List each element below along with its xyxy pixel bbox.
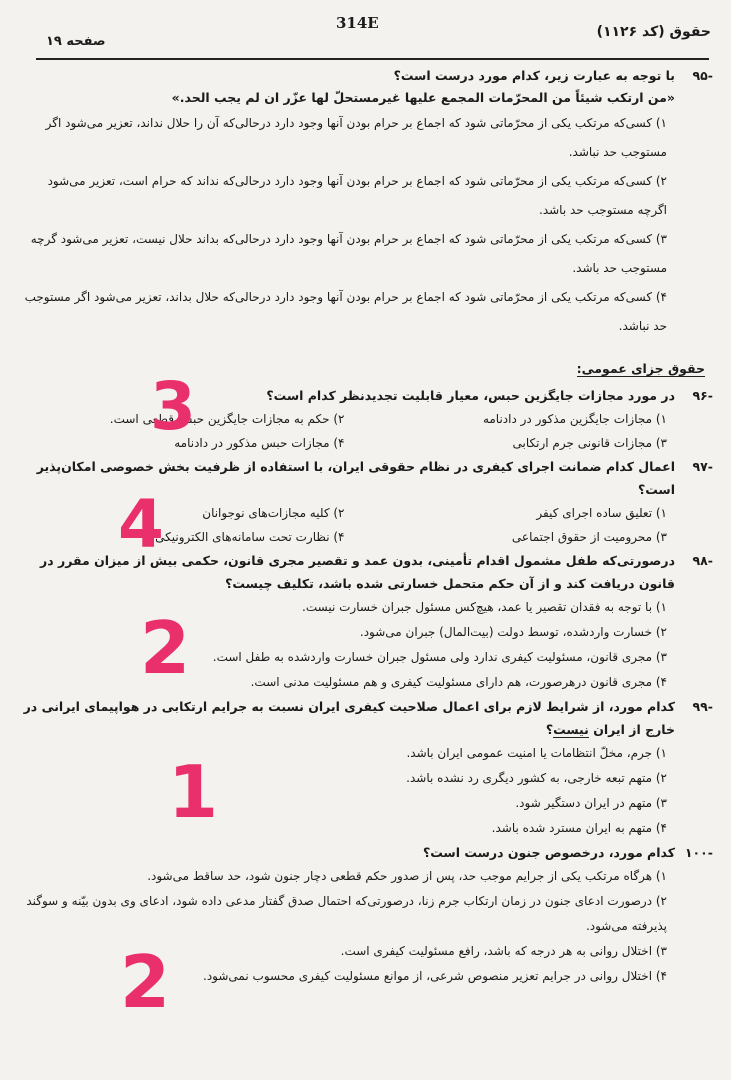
page-number: صفحه ۱۹ <box>46 34 106 49</box>
option-2: ۲) خسارت واردشده، توسط دولت (بیت‌المال) جبران می‌شود. <box>359 625 667 639</box>
section-heading: حقوق جزای عمومی: <box>576 361 705 376</box>
question-text: درصورتی‌که طفل مشمول اقدام تأمینی، بدون عمد و تقصیر مجری قانون، حکمی بیش از میزان مقرر در قانون دریافت کند و از آن حکم متحمل خسارتی شده باشد، تکلیف چیست؟ <box>40 553 675 591</box>
handwritten-answer-97: 4 <box>118 486 164 563</box>
exam-title: حقوق (کد ۱۱۲۶) <box>596 24 711 40</box>
question-text: در مورد مجازات جایگزین حبس، معیار قابلیت تجدیدنظر کدام است؟ <box>266 388 675 403</box>
question-number: -۹۹ <box>692 699 713 714</box>
question-99 <box>22 695 713 841</box>
option-1: ۱) با توجه به فقدان تقصیر یا عمد، هیچ‌کس مسئول جبران خسارت نیست. <box>302 600 667 614</box>
question-quote: «من ارتکب شیئاً من المحرّمات المجمع علیها غیرمستحلّ لها عزّر ان لم یجب الحد.» <box>171 90 675 105</box>
option-2: ۲) درصورت ادعای جنون در زمان ارتکاب جرم زنا، درصورتی‌که احتمال صدق گفتار مدعی داده شود، ادعای وی بدون بیّنه و سوگند پذیرفته می‌شود. <box>26 894 667 933</box>
option-3: ۳) محرومیت از حقوق اجتماعی <box>511 530 667 544</box>
booklet-code: 314E <box>336 14 379 32</box>
options-grid <box>22 407 713 455</box>
question-98 <box>22 549 713 695</box>
handwritten-answer-100: 2 <box>120 940 171 1024</box>
option-2: ۲) کسی‌که مرتکب یکی از محرّماتی شود که اجماع بر حرام بودن آنها وجود دارد درحالی‌که نداند که حرام است، تعزیر می‌شود اگرچه مستوجب حد باشد. <box>47 174 667 217</box>
question-text: کدام مورد، درخصوص جنون درست است؟ <box>422 845 675 860</box>
handwritten-answer-96: 3 <box>150 368 196 445</box>
question-stem <box>22 384 713 407</box>
question-number: -۹۸ <box>692 553 713 568</box>
question-text: کدام مورد، از شرایط لازم برای اعمال صلاحیت کیفری ایران نسبت به جرایم ارتکابی در هواپیمای ایرانی در خارج از ایران <box>23 699 675 737</box>
option-2: ۲) کلیه مجازات‌های نوجوانان <box>202 506 345 520</box>
option-3: ۳) مجازات قانونی جرم ارتکابی <box>512 436 667 450</box>
page-header <box>0 0 731 68</box>
question-number: -۹۷ <box>692 459 713 474</box>
question-mark: ؟ <box>545 722 554 737</box>
option-4: ۴) نظارت تحت سامانه‌های الکترونیکی <box>155 530 345 544</box>
question-number: -۹۶ <box>692 388 713 403</box>
option-4: ۴) مجازات حبس مذکور در دادنامه <box>174 436 345 450</box>
handwritten-answer-99: 1 <box>168 750 219 834</box>
question-negation: نیست <box>553 722 589 737</box>
question-number: -۹۵ <box>692 68 713 83</box>
option-3: ۳) متهم در ایران دستگیر شود. <box>515 796 667 810</box>
option-1: ۱) کسی‌که مرتکب یکی از محرّماتی شود که اجماع بر حرام بودن آنها وجود دارد درحالی‌که آن را حلال نداند، تعزیر می‌شود اگر مستوجب حد نباشد. <box>45 116 667 159</box>
option-2: ۲) حکم به مجازات جایگزین حبس قطعی است. <box>109 412 345 426</box>
option-1: ۱) هرگاه مرتکب یکی از جرایم موجب حد، پس از صدور حکم قطعی دچار جنون شود، حد ساقط می‌شود. <box>147 869 667 883</box>
option-1: ۱) مجازات جایگزین مذکور در دادنامه <box>482 412 667 426</box>
option-3: ۳) کسی‌که مرتکب یکی از محرّماتی شود که اجماع بر حرام بودن آنها وجود دارد درحالی‌که بداند حلال نیست، تعزیر می‌شود گرچه مستوجب حد باشد. <box>30 232 667 275</box>
question-text: با توجه به عبارت زیر، کدام مورد درست است؟ <box>393 68 675 83</box>
question-stem <box>22 64 713 87</box>
question-text: اعمال کدام ضمانت اجرای کیفری در نظام حقوقی ایران، با استفاده از ظرفیت بخش خصوصی امکان‌پذیر است؟ <box>36 459 675 497</box>
option-2: ۲) متهم تبعه خارجی، به کشور دیگری رد نشده باشد. <box>406 771 667 785</box>
header-divider <box>36 58 709 60</box>
question-95 <box>22 64 713 341</box>
option-3: ۳) مجری قانون، مسئولیت کیفری ندارد ولی مسئول جبران خسارت واردشده به طفل است. <box>212 650 667 664</box>
question-number: -۱۰۰ <box>684 845 713 860</box>
option-4: ۴) اختلال روانی در جرایم تعزیر منصوص شرعی، از موانع مسئولیت کیفری محسوب نمی‌شود. <box>203 969 667 983</box>
question-stem <box>22 695 713 741</box>
option-1: ۱) تعلیق ساده اجرای کیفر <box>536 506 667 520</box>
question-96 <box>22 384 713 455</box>
handwritten-answer-98: 2 <box>140 606 191 690</box>
question-stem <box>22 841 713 864</box>
option-1: ۱) جرم، مخلّ انتظامات یا امنیت عمومی ایران باشد. <box>406 746 667 760</box>
option-4: ۴) کسی‌که مرتکب یکی از محرّماتی شود که اجماع بر حرام بودن آنها وجود دارد درحالی‌که حلال بداند، تعزیر می‌شود اگر مستوجب حد نباشد. <box>24 290 667 333</box>
option-3: ۳) اختلال روانی به هر درجه که باشد، رافع مسئولیت کیفری است. <box>340 944 667 958</box>
option-4: ۴) متهم به ایران مسترد شده باشد. <box>491 821 667 835</box>
option-4: ۴) مجری قانون درهرصورت، هم دارای مسئولیت کیفری و هم مسئولیت مدنی است. <box>250 675 667 689</box>
